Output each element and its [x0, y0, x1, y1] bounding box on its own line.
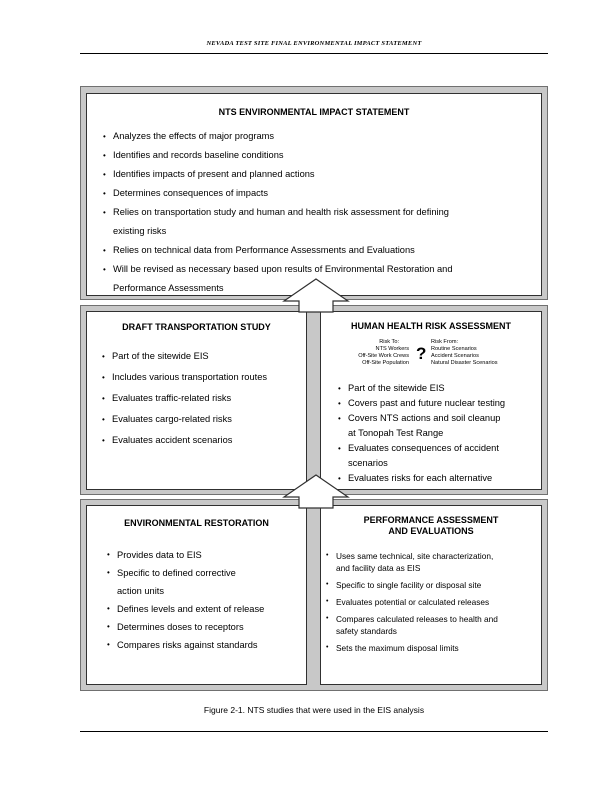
eis-bullet: • Relies on transportation study and human and health risk assessment for defining existing risks [103, 203, 533, 241]
restoration-bullet: • Determines doses to receptors [107, 618, 302, 636]
eis-bullet: • Relies on technical data from Performance Assessments and Evaluations [103, 241, 533, 260]
transportation-bullet: • Evaluates accident scenarios [102, 430, 302, 451]
risk-from-list: Risk From: Routine Scenarios Accident Scenarios Natural Disaster Scenarios [431, 339, 498, 366]
performance-bullet: • Compares calculated releases to health and safety standards [326, 613, 538, 637]
health-risk-bullet: • Covers NTS actions and soil cleanup at Tonopah Test Range [338, 411, 538, 441]
figure-caption: Figure 2-1. NTS studies that were used in the EIS analysis [203, 705, 425, 715]
restoration-panel [86, 505, 307, 685]
eis-panel [86, 93, 542, 296]
restoration-bullet: • Compares risks against standards [107, 636, 302, 654]
restoration-bullet: • Provides data to EIS [107, 546, 302, 564]
performance-bullet: • Sets the maximum disposal limits [326, 642, 538, 654]
performance-bullet: • Evaluates potential or calculated releases [326, 596, 538, 608]
performance-bullet: • Specific to single facility or disposal site [326, 579, 538, 591]
eis-bullet: • Determines consequences of impacts [103, 184, 533, 203]
transportation-bullet: • Includes various transportation routes [102, 367, 302, 388]
risk-to-label: Risk To: [379, 339, 399, 345]
performance-bullet: • Uses same technical, site characterization, and facility data as EIS [326, 550, 538, 574]
transportation-bullet: • Part of the sitewide EIS [102, 346, 302, 367]
restoration-bullet: • Defines levels and extent of release [107, 600, 302, 618]
health-risk-bullet: • Covers past and future nuclear testing [338, 396, 538, 411]
performance-bullets [326, 550, 538, 659]
eis-bullets [103, 127, 533, 298]
transportation-panel [86, 311, 307, 490]
risk-to-list: Risk To: NTS Workers Off-Site Work Crews Off-Site Population [321, 339, 409, 367]
transportation-bullet: • Evaluates cargo-related risks [102, 409, 302, 430]
running-header: NEVADA TEST SITE FINAL ENVIRONMENTAL IMPACT STATEMENT [206, 40, 422, 47]
up-arrow-icon [281, 473, 351, 509]
eis-bullet: • Identifies and records baseline conditions [103, 146, 533, 165]
health-risk-bullet: • Evaluates consequences of accident scenarios [338, 441, 538, 471]
eis-title: NTS ENVIRONMENTAL IMPACT STATEMENT [218, 107, 410, 117]
footer-rule [80, 731, 548, 732]
performance-title-line2: AND EVALUATIONS [388, 526, 474, 536]
performance-title-line1: PERFORMANCE ASSESSMENT [363, 515, 499, 525]
performance-panel [320, 505, 542, 685]
question-mark-icon: ? [416, 344, 427, 363]
health-risk-panel [320, 311, 542, 490]
health-risk-bullets [338, 381, 538, 486]
transportation-bullet: • Evaluates traffic-related risks [102, 388, 302, 409]
health-risk-bullet: • Evaluates risks for each alternative [338, 471, 538, 486]
transportation-bullets [102, 346, 302, 451]
restoration-bullets [107, 546, 302, 654]
restoration-title: ENVIRONMENTAL RESTORATION [124, 518, 269, 528]
up-arrow-icon [281, 277, 351, 313]
transportation-title: DRAFT TRANSPORTATION STUDY [122, 322, 271, 332]
health-risk-title: HUMAN HEALTH RISK ASSESSMENT [350, 321, 511, 331]
risk-from-label: Risk From: [431, 339, 459, 345]
eis-bullet: • Identifies impacts of present and planned actions [103, 165, 533, 184]
eis-bullet: • Analyzes the effects of major programs [103, 127, 533, 146]
header-rule [80, 53, 548, 54]
restoration-bullet: • Specific to defined corrective action units [107, 564, 302, 600]
eis-bullet: • Will be revised as necessary based upon results of Environmental Restoration and Performance Assessments [103, 260, 533, 298]
health-risk-bullet: • Part of the sitewide EIS [338, 381, 538, 396]
